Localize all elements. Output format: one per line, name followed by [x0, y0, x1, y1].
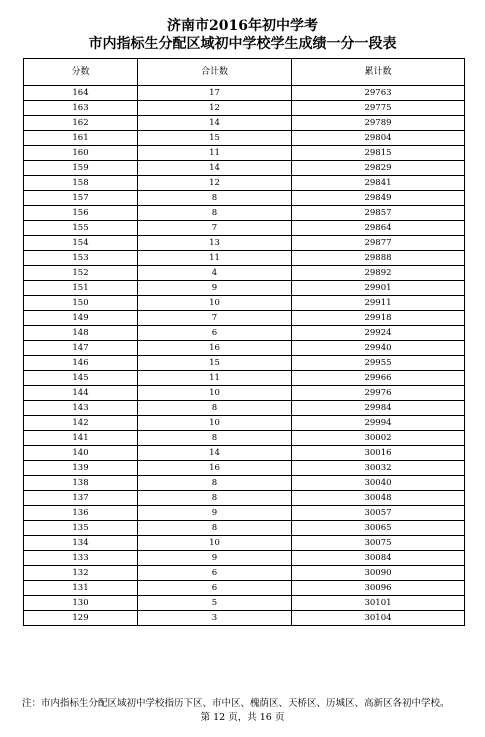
cell-count: 15 [138, 356, 292, 371]
cell-cumulative: 30057 [292, 506, 465, 521]
cell-cumulative: 29877 [292, 236, 465, 251]
cell-cumulative: 30040 [292, 476, 465, 491]
cell-count: 7 [138, 221, 292, 236]
table-row [24, 416, 465, 431]
cell-score: 147 [24, 341, 138, 356]
cell-count: 14 [138, 446, 292, 461]
table-row [24, 281, 465, 296]
cell-count: 8 [138, 401, 292, 416]
cell-score: 138 [24, 476, 138, 491]
cell-count: 8 [138, 206, 292, 221]
cell-count: 3 [138, 611, 292, 626]
table-row [24, 356, 465, 371]
table-row [24, 191, 465, 206]
cell-score: 137 [24, 491, 138, 506]
cell-score: 130 [24, 596, 138, 611]
cell-count: 15 [138, 131, 292, 146]
cell-score: 163 [24, 101, 138, 116]
cell-count: 4 [138, 266, 292, 281]
cell-cumulative: 30032 [292, 461, 465, 476]
cell-count: 6 [138, 326, 292, 341]
document-subtitle: 市内指标生分配区域初中学校学生成绩一分一段表 [88, 36, 397, 52]
table-row [24, 146, 465, 161]
cell-count: 16 [138, 341, 292, 356]
table-row [24, 101, 465, 116]
cell-score: 162 [24, 116, 138, 131]
cell-count: 11 [138, 371, 292, 386]
cell-score: 148 [24, 326, 138, 341]
cell-count: 6 [138, 581, 292, 596]
cell-cumulative: 29888 [292, 251, 465, 266]
cell-cumulative: 29940 [292, 341, 465, 356]
cell-score: 135 [24, 521, 138, 536]
cell-score: 136 [24, 506, 138, 521]
table-row [24, 476, 465, 491]
cell-score: 161 [24, 131, 138, 146]
footnote: 注：市内指标生分配区域初中学校指历下区、市中区、槐荫区、天桥区、历城区、高新区各初中学校。 [22, 698, 450, 709]
cell-cumulative: 29763 [292, 86, 465, 101]
cell-cumulative: 30101 [292, 596, 465, 611]
cell-cumulative: 29984 [292, 401, 465, 416]
cell-cumulative: 30084 [292, 551, 465, 566]
cell-score: 141 [24, 431, 138, 446]
cell-cumulative: 29829 [292, 161, 465, 176]
table-row [24, 581, 465, 596]
cell-count: 12 [138, 101, 292, 116]
cell-cumulative: 29804 [292, 131, 465, 146]
cell-score: 153 [24, 251, 138, 266]
cell-cumulative: 29849 [292, 191, 465, 206]
cell-count: 8 [138, 191, 292, 206]
table-row [24, 461, 465, 476]
cell-cumulative: 29815 [292, 146, 465, 161]
cell-cumulative: 29918 [292, 311, 465, 326]
cell-score: 152 [24, 266, 138, 281]
cell-cumulative: 30075 [292, 536, 465, 551]
cell-count: 8 [138, 476, 292, 491]
cell-cumulative: 29924 [292, 326, 465, 341]
cell-cumulative: 29857 [292, 206, 465, 221]
cell-score: 159 [24, 161, 138, 176]
cell-cumulative: 30048 [292, 491, 465, 506]
table-row [24, 161, 465, 176]
table-row [24, 551, 465, 566]
table-row [24, 521, 465, 536]
cell-cumulative: 29976 [292, 386, 465, 401]
table-row [24, 611, 465, 626]
cell-score: 129 [24, 611, 138, 626]
cell-count: 14 [138, 116, 292, 131]
cell-cumulative: 30104 [292, 611, 465, 626]
table-row [24, 131, 465, 146]
cell-count: 7 [138, 311, 292, 326]
table-row [24, 86, 465, 101]
cell-score: 158 [24, 176, 138, 191]
cell-cumulative: 29955 [292, 356, 465, 371]
cell-count: 8 [138, 431, 292, 446]
cell-score: 154 [24, 236, 138, 251]
table-row [24, 296, 465, 311]
cell-count: 8 [138, 521, 292, 536]
cell-score: 155 [24, 221, 138, 236]
cell-cumulative: 30065 [292, 521, 465, 536]
table-header-row [24, 59, 465, 86]
cell-score: 150 [24, 296, 138, 311]
table-row [24, 221, 465, 236]
header-count: 合计数 [138, 59, 292, 86]
cell-count: 9 [138, 506, 292, 521]
table-row [24, 401, 465, 416]
cell-cumulative: 30016 [292, 446, 465, 461]
cell-count: 11 [138, 251, 292, 266]
document-title: 济南市2016年初中学考 [167, 18, 318, 34]
cell-cumulative: 29841 [292, 176, 465, 191]
table-row [24, 341, 465, 356]
cell-count: 10 [138, 536, 292, 551]
table-row [24, 176, 465, 191]
cell-count: 12 [138, 176, 292, 191]
table-row [24, 446, 465, 461]
cell-cumulative: 30002 [292, 431, 465, 446]
cell-cumulative: 29966 [292, 371, 465, 386]
page-number: 第 12 页，共 16 页 [200, 712, 285, 723]
cell-score: 139 [24, 461, 138, 476]
cell-count: 9 [138, 281, 292, 296]
cell-score: 156 [24, 206, 138, 221]
table-body [24, 86, 465, 626]
cell-score: 140 [24, 446, 138, 461]
header-score: 分数 [24, 59, 138, 86]
cell-score: 131 [24, 581, 138, 596]
table-row [24, 326, 465, 341]
cell-cumulative: 29901 [292, 281, 465, 296]
cell-score: 151 [24, 281, 138, 296]
cell-score: 142 [24, 416, 138, 431]
cell-count: 10 [138, 296, 292, 311]
table-row [24, 536, 465, 551]
cell-score: 149 [24, 311, 138, 326]
table-row [24, 596, 465, 611]
cell-count: 13 [138, 236, 292, 251]
table-row [24, 371, 465, 386]
cell-score: 160 [24, 146, 138, 161]
cell-count: 16 [138, 461, 292, 476]
table-row [24, 206, 465, 221]
score-distribution-table [23, 58, 465, 626]
cell-count: 8 [138, 491, 292, 506]
cell-count: 10 [138, 416, 292, 431]
table-row [24, 311, 465, 326]
cell-score: 133 [24, 551, 138, 566]
header-cumulative: 累计数 [292, 59, 465, 86]
cell-count: 6 [138, 566, 292, 581]
cell-score: 144 [24, 386, 138, 401]
cell-score: 132 [24, 566, 138, 581]
cell-cumulative: 29911 [292, 296, 465, 311]
table-row [24, 116, 465, 131]
cell-score: 134 [24, 536, 138, 551]
cell-count: 5 [138, 596, 292, 611]
table-row [24, 491, 465, 506]
cell-count: 11 [138, 146, 292, 161]
cell-score: 157 [24, 191, 138, 206]
table-row [24, 266, 465, 281]
cell-count: 14 [138, 161, 292, 176]
cell-count: 9 [138, 551, 292, 566]
cell-cumulative: 29994 [292, 416, 465, 431]
cell-score: 145 [24, 371, 138, 386]
cell-cumulative: 29789 [292, 116, 465, 131]
cell-cumulative: 29775 [292, 101, 465, 116]
cell-score: 146 [24, 356, 138, 371]
table-row [24, 236, 465, 251]
table-row [24, 386, 465, 401]
cell-cumulative: 30090 [292, 566, 465, 581]
table-row [24, 566, 465, 581]
cell-cumulative: 29892 [292, 266, 465, 281]
table-row [24, 506, 465, 521]
cell-cumulative: 30096 [292, 581, 465, 596]
cell-score: 143 [24, 401, 138, 416]
cell-score: 164 [24, 86, 138, 101]
cell-cumulative: 29864 [292, 221, 465, 236]
cell-count: 10 [138, 386, 292, 401]
table-row [24, 431, 465, 446]
table-row [24, 251, 465, 266]
cell-count: 17 [138, 86, 292, 101]
